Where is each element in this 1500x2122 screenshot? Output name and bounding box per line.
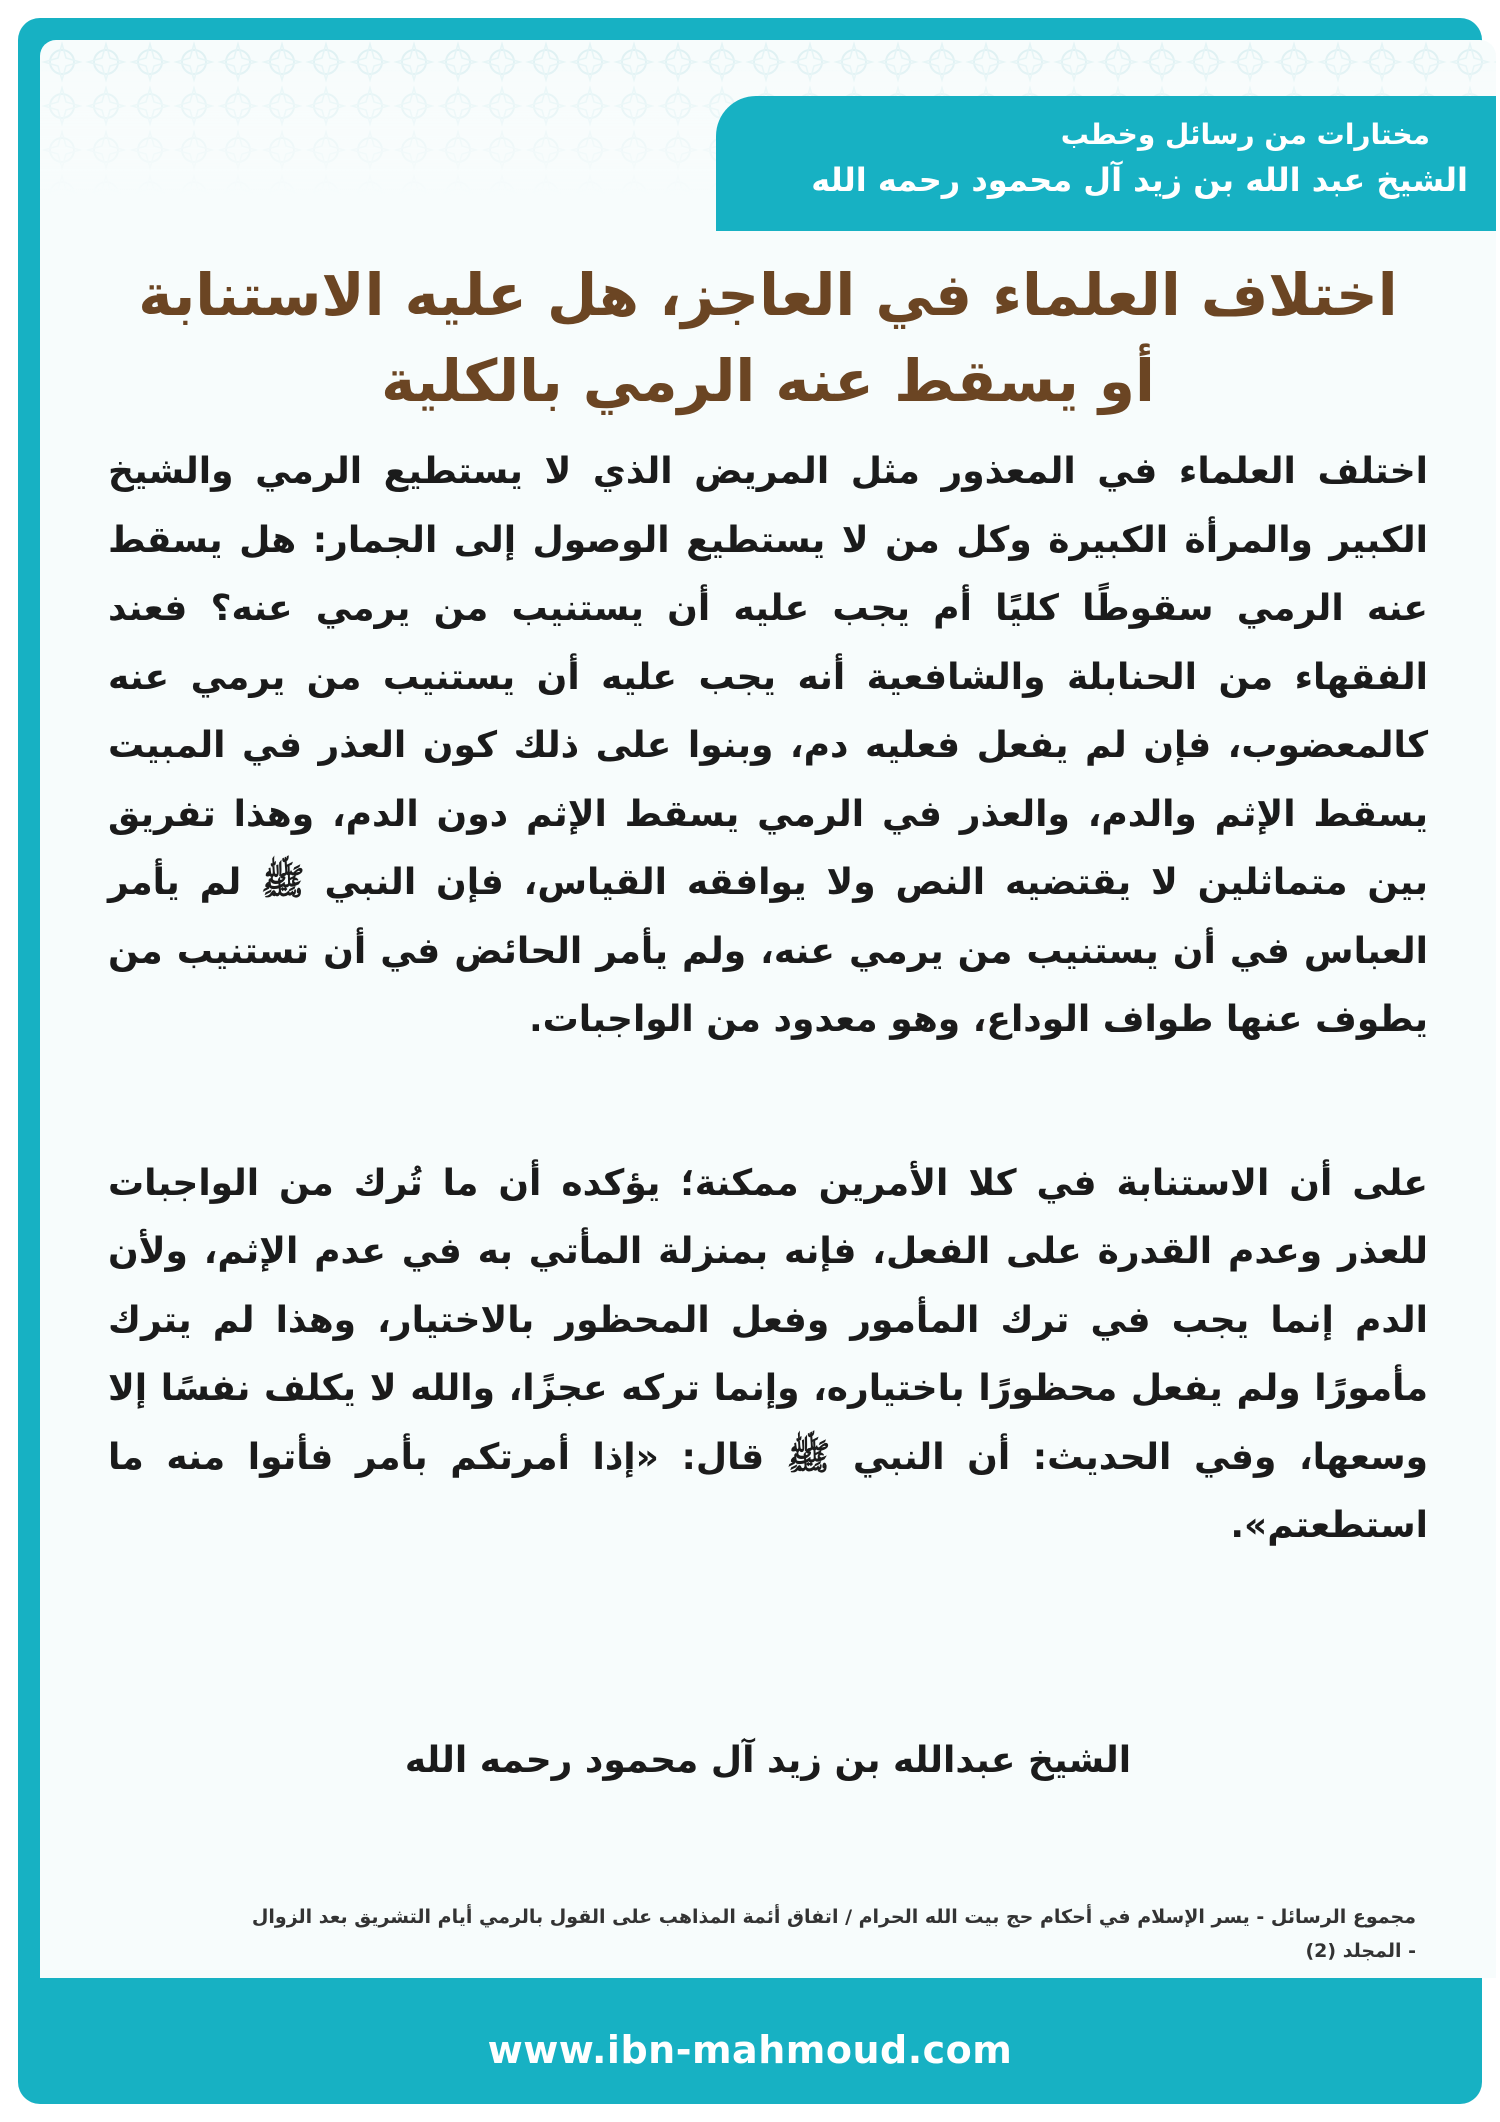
body-paragraph-1: اختلف العلماء في المعذور مثل المريض الذي لا يستطيع الرمي والشيخ الكبير والمرأة الكبيرة وكل من لا يستطيع الوصول إلى الجمار: هل يسقط عنه الرمي سقوطًا كليًا أم يجب عليه أن يستنيب من يرمي عنه؟ فعند الفقهاء من الحنابلة والشافعية أنه يجب عليه أن يستنيب من يرمي عنه كالمعضوب، فإن لم يفعل فعليه دم، وبنوا على ذلك كون العذر في المبيت يسقط الإثم والدم، والعذر في الرمي يسقط الإثم دون الدم، وهذا تفريق بين متماثلين لا يقتضيه النص ولا يوافقه القياس، فإن النبي ﷺ لم يأمر العباس في أن يستنيب من يرمي عنه، ولم يأمر الحائض في أن تستنيب من يطوف عنها طواف الوداع، وهو معدود من الواجبات.: [108, 451, 1428, 1040]
content-sheet: [40, 40, 1496, 1978]
body-paragraph-2: على أن الاستنابة في كلا الأمرين ممكنة؛ يؤكده أن ما تُرك من الواجبات للعذر وعدم القدرة على الفعل، فإنه بمنزلة المأتي به في عدم الإثم، ولأن الدم إنما يجب في ترك المأمور وفعل المحظور بالاختيار، وهذا لم يترك مأمورًا ولم يفعل محظورًا باختياره، وإنما تركه عجزًا، والله لا يكلف نفسًا إلا وسعها، وفي الحديث: أن النبي ﷺ قال: «إذا أمرتكم بأمر فأتوا منه ما استطعتم».: [108, 1162, 1428, 1546]
article-body: [108, 438, 1428, 1561]
source-citation-line2: - المجلد (2): [1305, 1940, 1416, 1962]
source-citation-line1: مجموع الرسائل - يسر الإسلام في أحكام حج بيت الله الحرام / اتفاق أئمة المذاهب على القول بالرمي أيام التشريق بعد الزوال: [251, 1906, 1416, 1928]
article-title: [120, 252, 1416, 424]
article-title-line1: اختلاف العلماء في العاجز، هل عليه الاستنابة: [138, 261, 1398, 329]
page-frame: [18, 18, 1482, 2104]
series-banner: [716, 96, 1496, 231]
source-citation: [130, 1900, 1416, 1968]
website-link[interactable]: www.ibn-mahmoud.com: [487, 2028, 1013, 2072]
series-banner-line2: الشيخ عبد الله بن زيد آل محمود رحمه الله: [811, 161, 1468, 199]
article-title-line2: أو يسقط عنه الرمي بالكلية: [381, 347, 1155, 415]
series-banner-line1: مختارات من رسائل وخطب: [1060, 118, 1430, 151]
author-signature: الشيخ عبدالله بن زيد آل محمود رحمه الله: [404, 1740, 1132, 1781]
